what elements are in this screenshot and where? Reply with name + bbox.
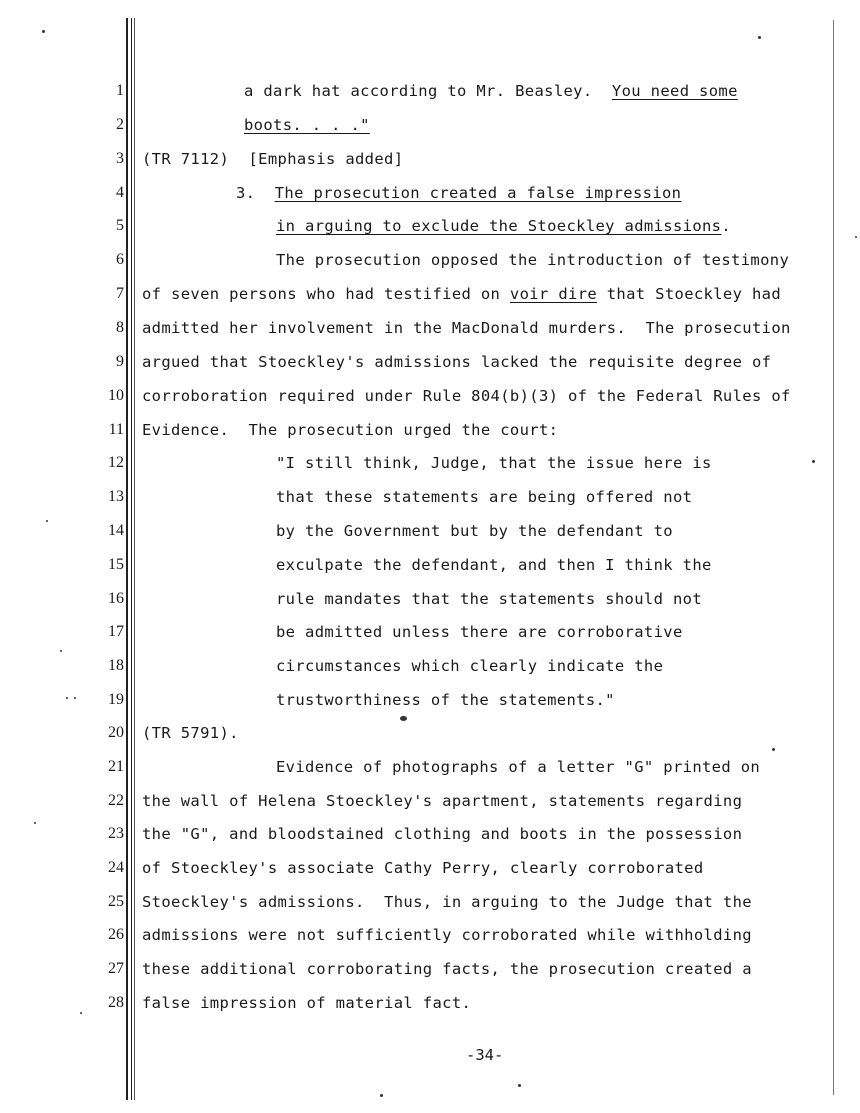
- line-number: 22: [108, 792, 124, 809]
- line-number: 5: [116, 217, 124, 234]
- scan-speck: [518, 1084, 521, 1087]
- page-number: -34-: [466, 1046, 504, 1064]
- line-number: 13: [108, 488, 124, 505]
- text-line-28: false impression of material fact.: [142, 994, 472, 1012]
- line-number: 25: [108, 893, 124, 910]
- scan-speck: [772, 748, 775, 751]
- quote-line-12: "I still think, Judge, that the issue here is: [276, 454, 712, 472]
- line-number: 18: [108, 657, 124, 674]
- left-margin-rule-inner-2: [134, 18, 135, 1100]
- scan-speck: [380, 1094, 383, 1097]
- line-number: 12: [108, 454, 124, 471]
- line-number: 19: [108, 691, 124, 708]
- quote-line-14: by the Government but by the defendant to: [276, 522, 673, 540]
- text-line-20: (TR 5791).: [142, 724, 239, 742]
- text-line-2: [244, 116, 370, 134]
- scan-speck: [74, 697, 76, 699]
- left-margin-rule-inner: [131, 18, 132, 1100]
- quote-line-19: trustworthiness of the statements.": [276, 691, 615, 709]
- line-number: 1: [116, 82, 124, 99]
- quote-line-15: exculpate the defendant, and then I think the: [276, 556, 712, 574]
- line-number: 15: [108, 556, 124, 573]
- line-number: 8: [116, 319, 124, 336]
- text-line-24: of Stoeckley's associate Cathy Perry, clearly corroborated: [142, 859, 704, 877]
- scan-speck: [812, 460, 815, 463]
- scan-speck: [400, 716, 407, 721]
- line-number: 2: [116, 116, 124, 133]
- text-line-3: (TR 7112) [Emphasis added]: [142, 150, 404, 168]
- text-line-6: The prosecution opposed the introduction of testimony: [276, 251, 790, 269]
- section-heading: The prosecution created a false impression: [274, 184, 682, 202]
- scan-speck: [42, 30, 45, 33]
- line-number: 10: [108, 387, 124, 404]
- text-segment: of seven persons who had testified on: [142, 285, 510, 303]
- section-heading-line-1: [236, 184, 681, 202]
- line-number: 3: [116, 150, 124, 167]
- line-number: 14: [108, 522, 124, 539]
- text-segment: that Stoeckley had: [597, 285, 782, 303]
- text-line-22: the wall of Helena Stoeckley's apartment, statements regarding: [142, 792, 743, 810]
- text-line-23: the "G", and bloodstained clothing and boots in the possession: [142, 825, 743, 843]
- line-number: 27: [108, 960, 124, 977]
- emphasized-text: boots. . . .": [244, 116, 370, 134]
- text-line-27: these additional corroborating facts, the prosecution created a: [142, 960, 752, 978]
- line-number: 11: [108, 421, 124, 438]
- text-line-26: admissions were not sufficiently corroborated while withholding: [142, 926, 752, 944]
- section-heading-line-2: [276, 217, 731, 235]
- text-line-8: admitted her involvement in the MacDonald murders. The prosecution: [142, 319, 791, 337]
- quote-line-16: rule mandates that the statements should not: [276, 590, 702, 608]
- quote-line-18: circumstances which clearly indicate the: [276, 657, 664, 675]
- line-number: 28: [108, 994, 124, 1011]
- text-line-1: [244, 82, 738, 100]
- line-number: 7: [116, 285, 124, 302]
- line-number: 6: [116, 251, 124, 268]
- emphasized-text: voir dire: [509, 285, 598, 303]
- text-segment: a dark hat according to Mr. Beasley.: [244, 82, 612, 100]
- line-number: 17: [108, 623, 124, 640]
- text-line-10: corroboration required under Rule 804(b)(3) of the Federal Rules of: [142, 387, 791, 405]
- text-line-25: Stoeckley's admissions. Thus, in arguing to the Judge that the: [142, 893, 752, 911]
- scan-speck: [758, 36, 761, 39]
- text-line-9: argued that Stoeckley's admissions lacked the requisite degree of: [142, 353, 772, 371]
- left-margin-rule: [126, 18, 128, 1100]
- emphasized-text: You need some: [611, 82, 738, 100]
- line-number: 21: [108, 758, 124, 775]
- text-segment: .: [721, 217, 732, 235]
- line-number: 20: [108, 724, 124, 741]
- line-number: 4: [116, 184, 124, 201]
- line-number: 23: [108, 825, 124, 842]
- line-number: 24: [108, 859, 124, 876]
- line-number: 26: [108, 926, 124, 943]
- line-number: 9: [116, 353, 124, 370]
- scan-speck: [80, 1012, 82, 1014]
- quote-line-17: be admitted unless there are corroborative: [276, 623, 683, 641]
- scan-speck: [855, 236, 857, 238]
- section-number: 3.: [236, 184, 275, 202]
- scan-speck: [66, 697, 68, 699]
- line-number: 16: [108, 590, 124, 607]
- scan-speck: [60, 650, 62, 652]
- right-margin-rule: [833, 20, 834, 1095]
- quote-line-13: that these statements are being offered not: [276, 488, 693, 506]
- scan-speck: [46, 520, 48, 522]
- section-heading: in arguing to exclude the Stoeckley admissions: [276, 217, 722, 235]
- text-line-21: Evidence of photographs of a letter "G" printed on: [276, 758, 761, 776]
- scan-speck: [34, 822, 36, 824]
- text-line-7: [142, 285, 781, 303]
- text-line-11: Evidence. The prosecution urged the court:: [142, 421, 559, 439]
